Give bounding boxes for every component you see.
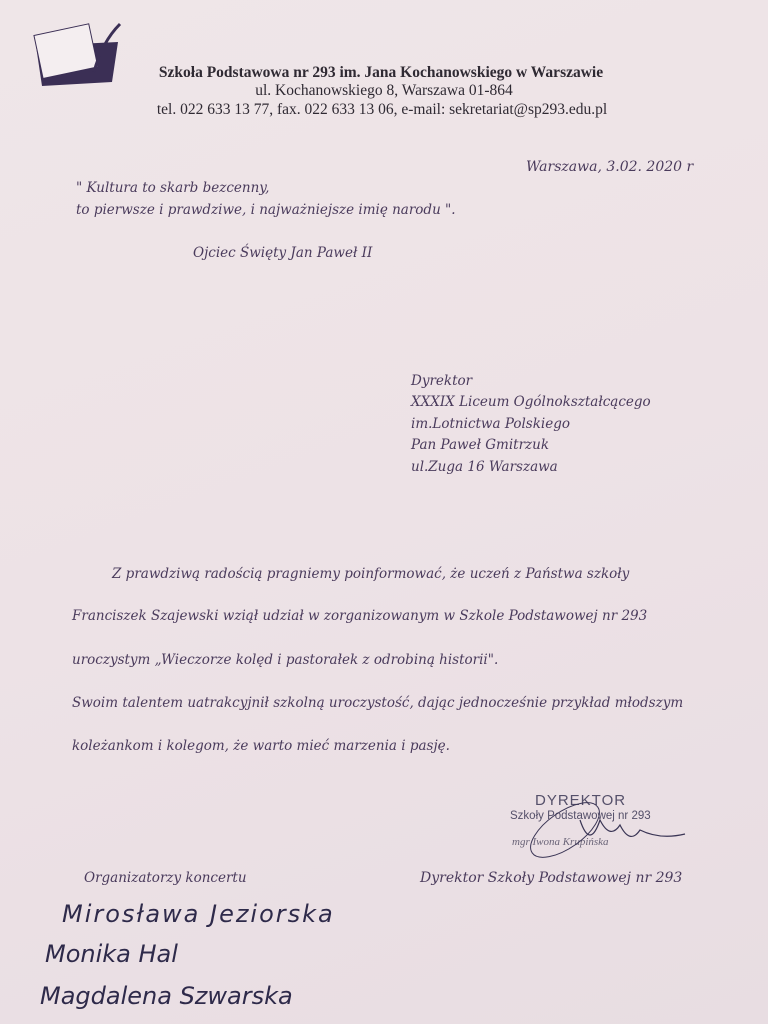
- organizer-signature: Mirosława Jeziorska: [62, 900, 335, 928]
- organizer-signature: Magdalena Szwarska: [40, 982, 293, 1010]
- recipient-line: Dyrektor: [411, 373, 473, 389]
- stamp-school: Szkoły Podstawowej nr 293: [510, 810, 651, 822]
- body-line: koleżankom i kolegom, że warto mieć marzenia i pasję.: [72, 738, 450, 754]
- recipient-line: ul.Zuga 16 Warszawa: [411, 459, 558, 475]
- director-signature: [520, 790, 690, 860]
- recipient-line: Pan Paweł Gmitrzuk: [411, 437, 550, 453]
- body-line: Franciszek Szajewski wziął udział w zorganizowanym w Szkole Podstawowej nr 293: [72, 608, 648, 624]
- quote-author: Ojciec Święty Jan Paweł II: [193, 245, 373, 261]
- body-line: uroczystym „Wieczorze kolęd i pastorałek z odrobiną historii".: [72, 652, 499, 668]
- body-line: Swoim talentem uatrakcyjnił szkolną uroczystość, dając jednocześnie przykład młodszym: [72, 695, 684, 711]
- school-contact: tel. 022 633 13 77, fax. 022 633 13 06, e-mail: sekretariat@sp293.edu.pl: [156, 101, 608, 118]
- quote-line-2: to pierwsze i prawdziwe, i najważniejsze imię narodu ".: [76, 202, 456, 218]
- organizers-label: Organizatorzy koncertu: [84, 870, 247, 886]
- letter-date: Warszawa, 3.02. 2020 r: [526, 159, 694, 175]
- recipient-line: im.Lotnictwa Polskiego: [411, 416, 570, 432]
- director-caption: Dyrektor Szkoły Podstawowej nr 293: [420, 870, 683, 886]
- quote-line-1: " Kultura to skarb bezcenny,: [76, 180, 270, 196]
- recipient-line: XXXIX Liceum Ogólnokształcącego: [411, 394, 651, 410]
- stamp-title: DYREKTOR: [535, 792, 627, 809]
- body-line: Z prawdziwą radością pragniemy poinformować, że uczeń z Państwa szkoły: [112, 566, 630, 582]
- school-address: ul. Kochanowskiego 8, Warszawa 01-864: [255, 82, 513, 99]
- stamp-name: mgr Iwona Krupińska: [512, 836, 609, 848]
- school-name: Szkoła Podstawowa nr 293 im. Jana Kochanowskiego w Warszawie: [158, 64, 604, 81]
- organizer-signature: Monika Hal: [45, 940, 178, 968]
